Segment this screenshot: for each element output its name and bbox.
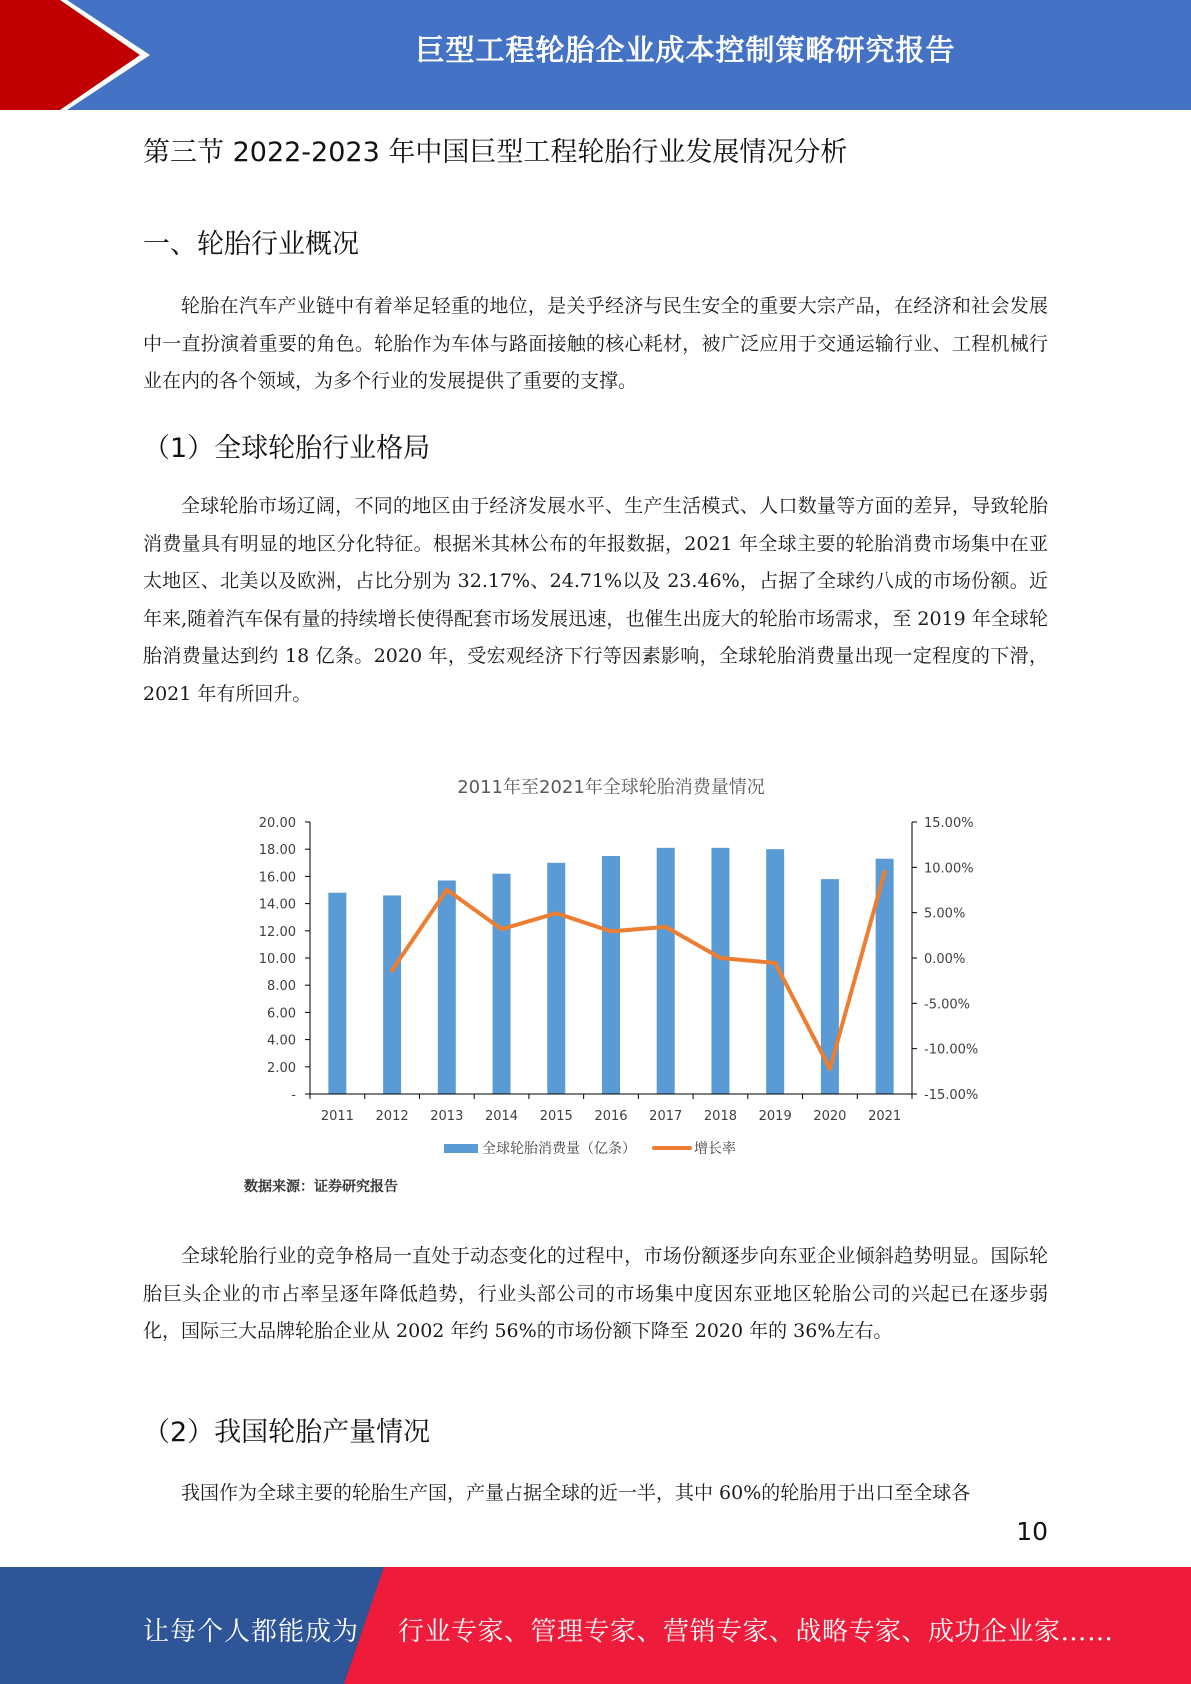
growth-point-2019 (773, 961, 777, 965)
bar-2016 (602, 856, 620, 1094)
growth-point-2021 (883, 870, 887, 874)
section-title: 第三节 2022-2023 年中国巨型工程轮胎行业发展情况分析 (143, 137, 848, 168)
source-note: 数据来源：证券研究报告 (244, 1179, 398, 1195)
x-tick-label: 2013 (430, 1109, 464, 1124)
growth-point-2014 (500, 927, 504, 931)
chart-title: 2011年至2021年全球轮胎消费量情况 (457, 777, 765, 798)
y-left-tick-label: 12.00 (258, 924, 296, 940)
y-left-tick-label: - (291, 1088, 296, 1103)
bar-2015 (547, 863, 565, 1094)
legend-swatch-consumption (444, 1144, 478, 1153)
y-right-tick-label: 15.00% (924, 816, 974, 831)
paragraph-global-market: 全球轮胎市场辽阔，不同的地区由于经济发展水平、生产生活模式、人口数量等方面的差异，导致轮胎消费量具有明显的地区分化特征。根据米其林公布的年报数据，2021 年全球主要的轮胎消费市场集中在亚太地区、北美以及欧洲，占比分别为 32.17%、24.71%以及 23.46%，占据了全球约八成的市场份额。近年来,随着汽车保有量的持续增长使得配套市场发展迅速，也催生出庞大的轮胎市场需求，至 2019 年全球轮胎消费量达到约 18 亿条。2020 年，受宏观经济下行等因素影响，全球轮胎消费量出现一定程度的下滑，2021 年有所回升。 (143, 495, 1048, 705)
growth-point-2012 (390, 968, 394, 972)
paragraph-china-output: 我国作为全球主要的轮胎生产国，产量占据全球的近一半，其中 60%的轮胎用于出口至全球各 (181, 1482, 971, 1504)
growth-point-2017 (664, 925, 668, 929)
x-tick-label: 2019 (758, 1109, 792, 1124)
x-tick-label: 2012 (375, 1109, 409, 1124)
growth-point-2016 (609, 929, 613, 933)
y-right-tick-label: 5.00% (924, 906, 966, 922)
growth-point-2018 (718, 956, 722, 960)
growth-rate-line (392, 872, 885, 1069)
y-right-tick-label: -5.00% (924, 997, 970, 1013)
heading-china-output: （2）我国轮胎产量情况 (143, 1417, 431, 1448)
header-arrow-decoration (0, 0, 160, 110)
consumption-chart (230, 760, 990, 1200)
y-left-tick-label: 16.00 (258, 870, 296, 886)
footer-slogan-right: 行业专家、管理专家、营销专家、战略专家、成功企业家…… (398, 1617, 1114, 1647)
x-tick-label: 2014 (484, 1109, 519, 1124)
x-tick-label: 2018 (703, 1109, 738, 1124)
growth-point-2020 (828, 1067, 832, 1071)
bar-2014 (493, 874, 511, 1094)
y-left-tick-label: 14.00 (258, 897, 296, 913)
y-left-tick-label: 4.00 (267, 1033, 296, 1049)
legend-label-consumption: 全球轮胎消费量（亿条） (482, 1141, 636, 1157)
bar-2017 (657, 848, 675, 1094)
legend-label-growth: 增长率 (694, 1141, 736, 1157)
y-left-tick-label: 10.00 (258, 952, 296, 967)
y-right-tick-label: 0.00% (924, 952, 966, 967)
bar-2011 (328, 893, 346, 1094)
growth-point-2013 (445, 888, 449, 892)
chart-svg (230, 760, 990, 1200)
x-tick-label: 2015 (539, 1109, 573, 1124)
heading-industry-overview: 一、轮胎行业概况 (143, 229, 359, 260)
page-header (0, 0, 1191, 110)
bar-2018 (711, 848, 729, 1094)
y-left-tick-label: 2.00 (267, 1060, 296, 1076)
y-left-tick-label: 8.00 (267, 979, 296, 995)
page-number: 10 (1016, 1517, 1048, 1546)
y-right-tick-label: -15.00% (924, 1088, 979, 1103)
x-tick-label: 2011 (320, 1109, 354, 1124)
y-left-tick-label: 20.00 (258, 816, 296, 831)
paragraph-overview: 轮胎在汽车产业链中有着举足轻重的地位，是关乎经济与民生安全的重要大宗产品，在经济和社会发展中一直扮演着重要的角色。轮胎作为车体与路面接触的核心耗材，被广泛应用于交通运输行业、工程机械行业在内的各个领域，为多个行业的发展提供了重要的支撑。 (143, 295, 1048, 392)
paragraph-competition: 全球轮胎行业的竞争格局一直处于动态变化的过程中，市场份额逐步向东亚企业倾斜趋势明显。国际轮胎巨头企业的市占率呈逐年降低趋势，行业头部公司的市场集中度因东亚地区轮胎公司的兴起已在逐步弱化，国际三大品牌轮胎企业从 2002 年约 56%的市场份额下降至 2020 年的 36%左右。 (143, 1245, 1048, 1342)
heading-global-landscape: （1）全球轮胎行业格局 (143, 433, 431, 464)
bar-2013 (438, 880, 456, 1094)
y-left-tick-label: 18.00 (258, 843, 296, 859)
y-right-tick-label: -10.00% (924, 1042, 979, 1058)
page-footer (0, 1567, 1191, 1684)
footer-slogan-left: 让每个人都能成为 (143, 1617, 360, 1647)
bar-2012 (383, 895, 401, 1094)
y-left-tick-label: 6.00 (267, 1006, 296, 1022)
header-title: 巨型工程轮胎企业成本控制策略研究报告 (415, 33, 956, 67)
growth-point-2015 (554, 911, 558, 915)
y-right-tick-label: 10.00% (924, 861, 974, 877)
x-tick-label: 2017 (649, 1109, 683, 1124)
x-tick-label: 2021 (868, 1109, 902, 1124)
x-tick-label: 2020 (813, 1109, 847, 1124)
x-tick-label: 2016 (594, 1109, 628, 1124)
